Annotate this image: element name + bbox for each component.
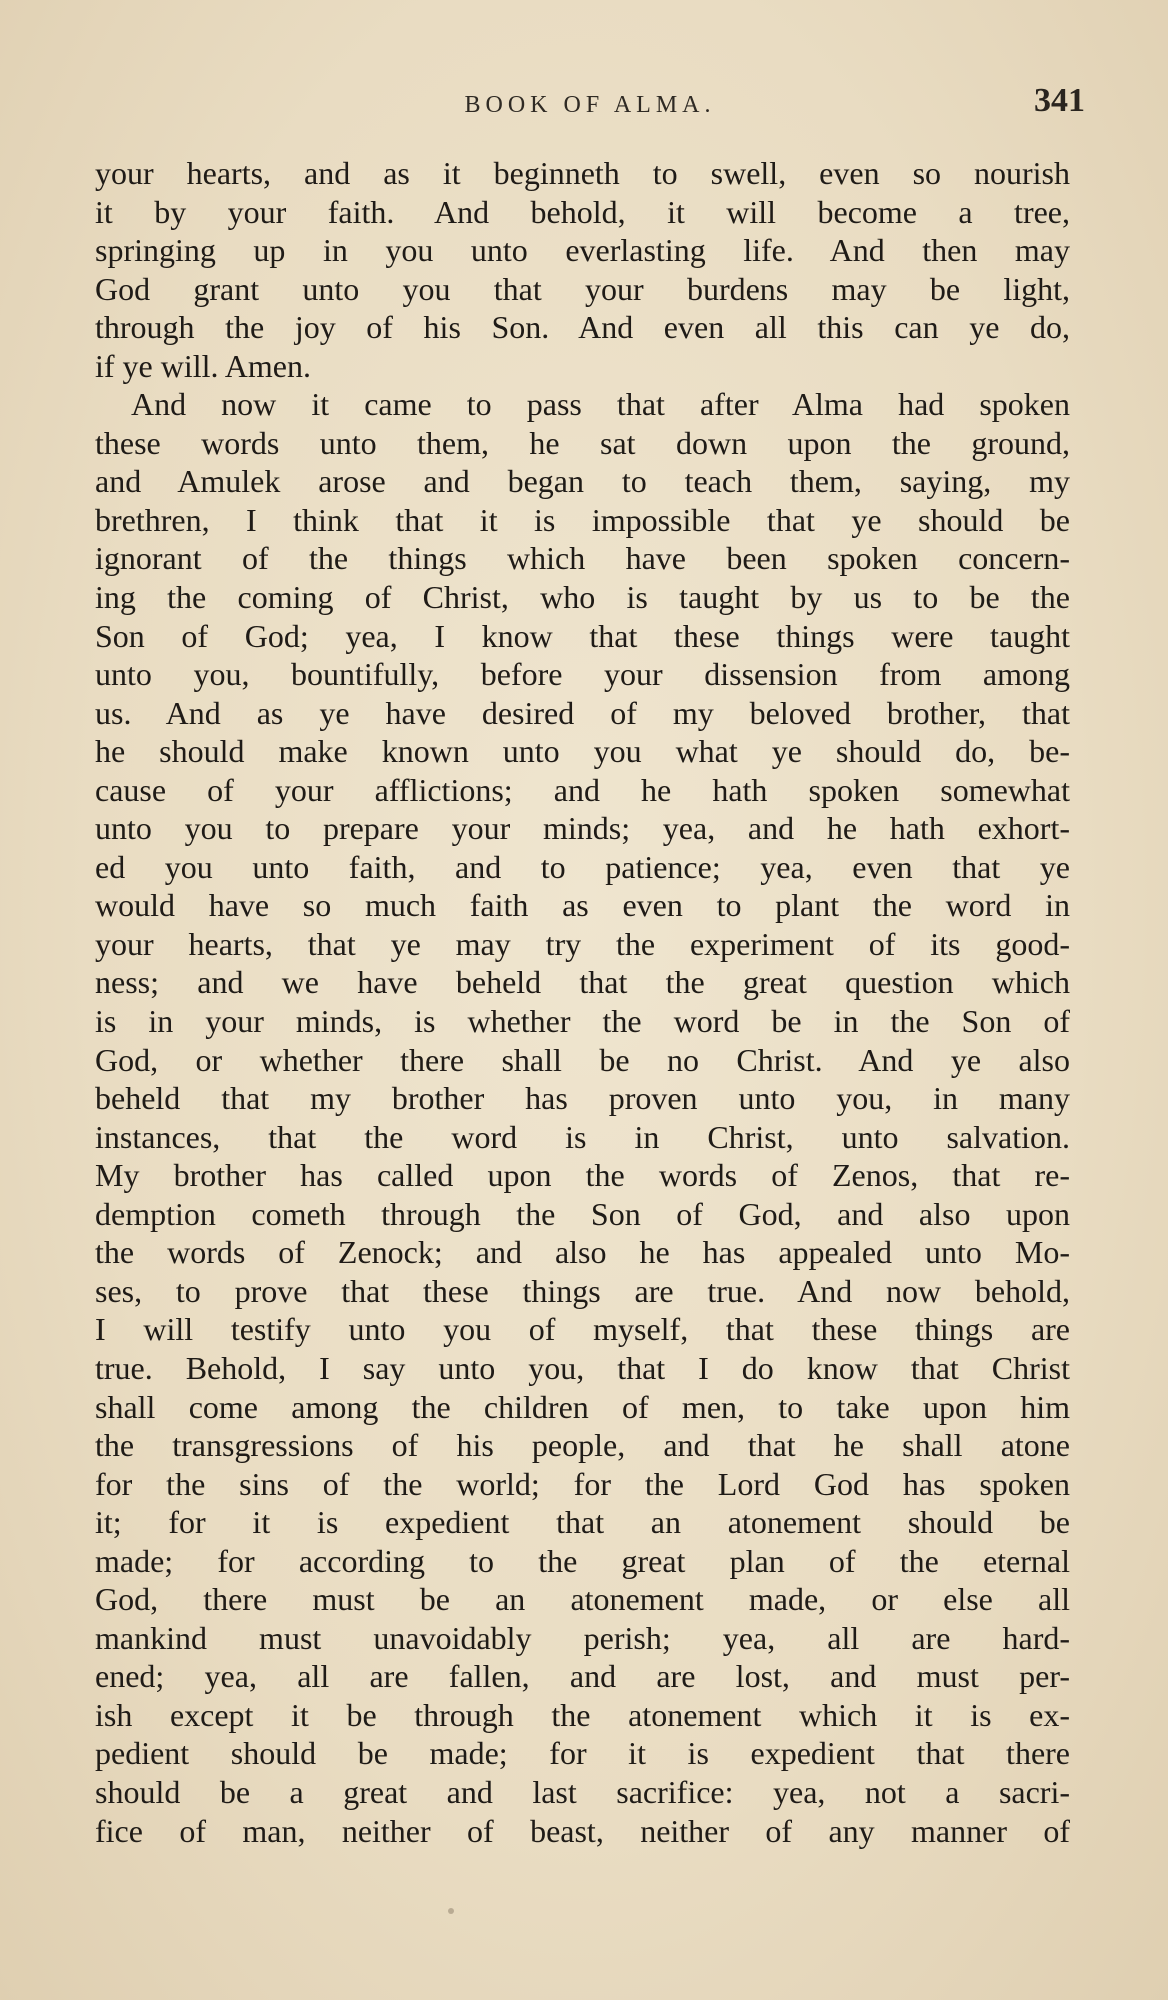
- text-line: it; for it is expedient that an atonement should be: [95, 1504, 1070, 1541]
- text-line: through the joy of his Son. And even all this can ye do,: [95, 309, 1070, 346]
- paragraph-start-line: And now it came to pass that after Alma had spoken: [131, 386, 1070, 423]
- text-line: should be a great and last sacrifice: yea, not a sacri-: [95, 1773, 1070, 1810]
- text-line: pedient should be made; for it is expedient that there: [95, 1735, 1070, 1772]
- text-line: Son of God; yea, I know that these things were taught: [95, 617, 1070, 654]
- text-line: us. And as ye have desired of my beloved brother, that: [95, 694, 1070, 731]
- text-line: unto you, bountifully, before your dissension from among: [95, 656, 1070, 693]
- page-header: [95, 82, 1085, 132]
- text-line: mankind must unavoidably perish; yea, all are hard-: [95, 1619, 1070, 1656]
- text-line: I will testify unto you of myself, that these things are: [95, 1311, 1070, 1348]
- text-line: God, or whether there shall be no Christ. And ye also: [95, 1041, 1070, 1078]
- text-line: fice of man, neither of beast, neither of any manner of: [95, 1812, 1070, 1849]
- text-line: true. Behold, I say unto you, that I do know that Christ: [95, 1349, 1070, 1386]
- text-line: your hearts, that ye may try the experiment of its good-: [95, 925, 1070, 962]
- text-line: shall come among the children of men, to take upon him: [95, 1388, 1070, 1425]
- running-head: BOOK OF ALMA.: [464, 92, 716, 118]
- text-line: is in your minds, is whether the word be in the Son of: [95, 1003, 1070, 1040]
- text-line: springing up in you unto everlasting life. And then may: [95, 232, 1070, 269]
- text-line: cause of your afflictions; and he hath spoken somewhat: [95, 771, 1070, 808]
- text-line: your hearts, and as it beginneth to swell, even so nourish: [95, 155, 1070, 191]
- text-line: brethren, I think that it is impossible that ye should be: [95, 501, 1070, 538]
- text-line: unto you to prepare your minds; yea, and he hath exhort-: [95, 810, 1070, 847]
- text-line: My brother has called upon the words of Zenos, that re-: [95, 1157, 1070, 1194]
- text-line: the transgressions of his people, and that he shall atone: [95, 1427, 1070, 1464]
- text-line: it by your faith. And behold, it will become a tree,: [95, 193, 1070, 230]
- text-line: God, there must be an atonement made, or else all: [95, 1581, 1070, 1618]
- page-number: 341: [1034, 82, 1085, 119]
- text-line: would have so much faith as even to plant the word in: [95, 887, 1070, 924]
- text-line: ignorant of the things which have been spoken concern-: [95, 540, 1070, 577]
- text-line: instances, that the word is in Christ, unto salvation.: [95, 1118, 1070, 1155]
- text-line: these words unto them, he sat down upon the ground,: [95, 424, 1070, 461]
- text-line: made; for according to the great plan of the eternal: [95, 1542, 1070, 1579]
- text-line: God grant unto you that your burdens may be light,: [95, 270, 1070, 307]
- text-line: if ye will. Amen.: [95, 347, 311, 384]
- body-text: [95, 154, 1070, 1850]
- text-line: and Amulek arose and began to teach them, saying, my: [95, 463, 1070, 500]
- text-line: ed you unto faith, and to patience; yea, even that ye: [95, 848, 1070, 885]
- ink-speck: [448, 1908, 454, 1914]
- text-line: ing the coming of Christ, who is taught by us to be the: [95, 579, 1070, 616]
- text-line: ened; yea, all are fallen, and are lost, and must per-: [95, 1658, 1070, 1695]
- text-line: for the sins of the world; for the Lord God has spoken: [95, 1465, 1070, 1502]
- text-line: he should make known unto you what ye should do, be-: [95, 733, 1070, 770]
- text-line: ses, to prove that these things are true. And now behold,: [95, 1272, 1070, 1309]
- text-line: ish except it be through the atonement which it is ex-: [95, 1696, 1070, 1733]
- text-line: demption cometh through the Son of God, and also upon: [95, 1195, 1070, 1232]
- text-line: ness; and we have beheld that the great question which: [95, 964, 1070, 1001]
- text-line: beheld that my brother has proven unto you, in many: [95, 1080, 1070, 1117]
- text-line: the words of Zenock; and also he has appealed unto Mo-: [95, 1234, 1070, 1271]
